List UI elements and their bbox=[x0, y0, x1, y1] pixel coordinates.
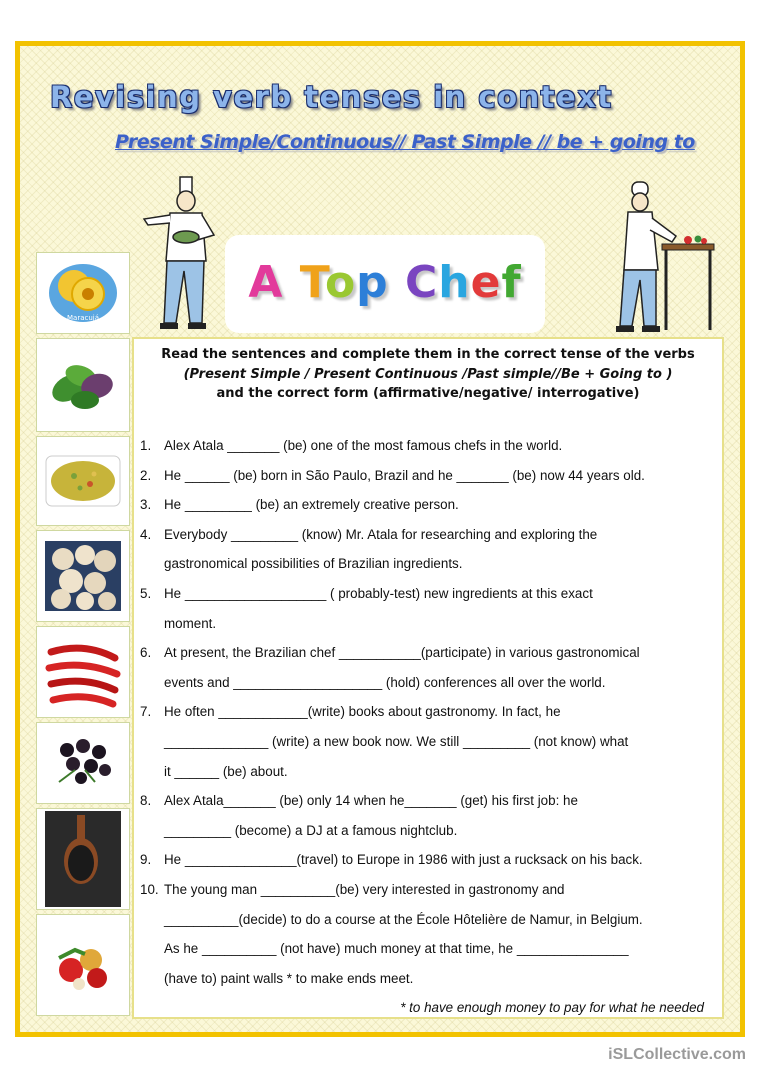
exercise-text: ______________ (write) a new book now. We still _________ (not know) what bbox=[164, 733, 629, 749]
exercise-number: 10. bbox=[140, 881, 159, 897]
exercise-number: 9. bbox=[140, 852, 152, 868]
exercise-number: 7. bbox=[140, 704, 152, 720]
chef-right-illustration bbox=[612, 180, 722, 338]
exercise-number: 8. bbox=[140, 793, 152, 809]
instructions-line-2: (Present Simple / Present Continuous /Past simple//Be + Going to ) bbox=[183, 366, 673, 382]
exercise-text: The young man __________(be) very interested in gastronomy and bbox=[164, 881, 565, 897]
exercise-text: He ___________________ ( probably-test) new ingredients at this exact bbox=[164, 585, 593, 601]
exercise-line bbox=[140, 875, 722, 905]
exercise-text: He ______ (be) born in São Paulo, Brazil and he _______ (be) now 44 years old. bbox=[164, 467, 645, 483]
exercise-line bbox=[140, 520, 722, 550]
exercise-text: He often ____________(write) books about gastronomy. In fact, he bbox=[164, 704, 561, 720]
exercise-line bbox=[140, 905, 722, 935]
exercise-text: Alex Atala_______ (be) only 14 when he_______ (get) his first job: he bbox=[164, 793, 578, 809]
exercise-line bbox=[140, 668, 722, 698]
maracuja-image bbox=[36, 252, 130, 334]
exercise-number: 4. bbox=[140, 526, 152, 542]
maracuja-label: Maracujá bbox=[66, 314, 100, 322]
exercise-text: Alex Atala _______ (be) one of the most famous chefs in the world. bbox=[164, 438, 563, 453]
chef-left-illustration bbox=[140, 175, 226, 333]
logo-letter: p bbox=[356, 257, 389, 308]
exercise-line bbox=[140, 609, 722, 639]
exercise-line bbox=[140, 697, 722, 727]
instructions-line-3: and the correct form (affirmative/negative/ interrogative) bbox=[216, 386, 640, 401]
instructions bbox=[134, 345, 722, 404]
exercise-line bbox=[140, 757, 722, 787]
exercise-text: it ______ (be) about. bbox=[164, 763, 288, 779]
exercise-text: gastronomical possibilities of Brazilian ingredients. bbox=[164, 556, 463, 572]
exercise-line bbox=[140, 461, 722, 491]
exercise-panel bbox=[132, 337, 724, 1019]
exercise-line bbox=[140, 816, 722, 846]
exercise-line bbox=[140, 845, 722, 875]
exercise-line bbox=[140, 638, 722, 668]
exercise-line bbox=[140, 549, 722, 579]
exercise-number: 5. bbox=[140, 585, 152, 601]
exercise-text: events and ____________________ (hold) conferences all over the world. bbox=[164, 674, 606, 690]
exercise-line bbox=[140, 786, 722, 816]
exercise-number: 2. bbox=[140, 467, 152, 483]
worksheet-subtitle: Present Simple/Continuous// Past Simple // be + going to bbox=[115, 131, 695, 153]
logo-letter bbox=[389, 257, 405, 308]
logo-letter: C bbox=[405, 257, 439, 308]
logo-letter: T bbox=[299, 257, 325, 308]
exercise-text: As he __________ (not have) much money at that time, he _______________ bbox=[164, 941, 629, 957]
exercise-line bbox=[140, 579, 722, 609]
exercise-line bbox=[140, 934, 722, 964]
exercise-text: Everybody _________ (know) Mr. Atala for researching and exploring the bbox=[164, 526, 598, 542]
top-chef-logo bbox=[225, 257, 545, 308]
logo-letter: o bbox=[324, 257, 357, 308]
exercise-text: He _______________(travel) to Europe in 1986 with just a rucksack on his back. bbox=[164, 852, 643, 868]
footnote: * to have enough money to pay for what he needed bbox=[400, 1000, 704, 1016]
logo-letter: A bbox=[248, 257, 284, 308]
site-credit: iSLCollective.com bbox=[608, 1046, 746, 1063]
vegetables-image bbox=[36, 914, 130, 1016]
worksheet-title: Revising verb tenses in context bbox=[50, 80, 613, 114]
food-image-column bbox=[36, 252, 130, 1020]
instructions-line-1: Read the sentences and complete them in the correct tense of the verbs bbox=[161, 347, 695, 362]
exercise-number: 3. bbox=[140, 497, 152, 513]
exercise-text: moment. bbox=[164, 615, 217, 631]
logo-letter: h bbox=[438, 257, 471, 308]
exercise-text: (have to) paint walls * to make ends meet. bbox=[164, 970, 414, 986]
exercise-line bbox=[140, 727, 722, 757]
rice-dish-image bbox=[36, 436, 130, 526]
top-chef-logo-box bbox=[225, 235, 545, 333]
exercise-number: 6. bbox=[140, 645, 152, 661]
chili-peppers-image bbox=[36, 626, 130, 718]
exercise-text: __________(decide) to do a course at the École Hôtelière de Namur, in Belgium. bbox=[164, 911, 643, 927]
exercise-line bbox=[140, 964, 722, 994]
logo-letter: e bbox=[470, 257, 502, 308]
exercise-line bbox=[140, 490, 722, 520]
exercise-line bbox=[140, 431, 722, 461]
exercise-text: He _________ (be) an extremely creative person. bbox=[164, 497, 459, 513]
basil-leaves-image bbox=[36, 338, 130, 432]
exercise-number: 1. bbox=[140, 438, 152, 453]
exercise-text: At present, the Brazilian chef ___________(participate) in various gastronomical bbox=[164, 645, 640, 661]
mushrooms-image bbox=[36, 530, 130, 622]
logo-letter: f bbox=[501, 257, 522, 308]
exercise-text: _________ (become) a DJ at a famous nightclub. bbox=[164, 822, 458, 838]
acai-berries-image bbox=[36, 722, 130, 804]
logo-letter bbox=[283, 257, 299, 308]
exercise-list bbox=[140, 431, 722, 1023]
black-beans-spoon-image bbox=[36, 808, 130, 910]
